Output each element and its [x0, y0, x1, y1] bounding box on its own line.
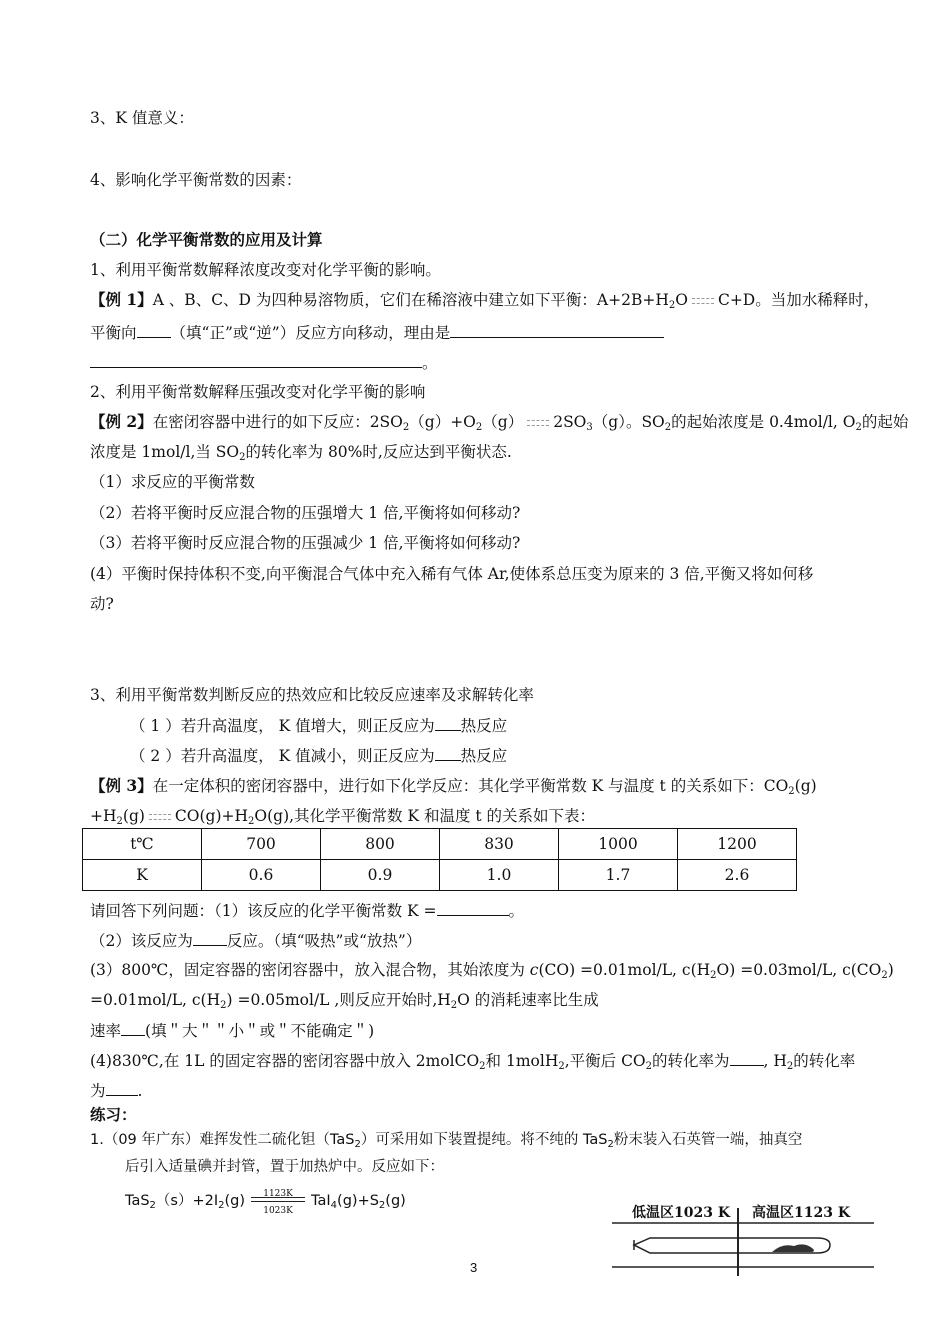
- answer-blank[interactable]: [90, 352, 422, 368]
- table-cell: 830: [440, 829, 559, 860]
- example-2-text: 浓度是 1mol/l,当 SO: [90, 443, 240, 461]
- subscript: 2: [645, 1061, 653, 1072]
- example-1-text: 。: [422, 354, 438, 372]
- table-cell: 1.0: [440, 860, 559, 891]
- answer-blank[interactable]: [106, 1080, 138, 1096]
- arrow-line: [251, 1197, 305, 1198]
- answer-blank[interactable]: [193, 930, 227, 946]
- table-cell: 1200: [678, 829, 797, 860]
- arrow-top-label: 1123K: [263, 1189, 293, 1199]
- section-title: （二）化学平衡常数的应用及计算: [90, 230, 323, 249]
- answer-blank[interactable]: [450, 322, 664, 338]
- quartz-tube-apparatus: [612, 1200, 880, 1278]
- example-3-text: +H: [90, 807, 117, 825]
- example-1-line-2: [90, 322, 664, 343]
- equilibrium-arrow-icon: [527, 418, 549, 428]
- question-text: (4)830℃,在 1L 的固定容器的密闭容器中放入 2molCO: [90, 1052, 480, 1070]
- table-header-cell: K: [83, 860, 202, 891]
- subscript: 2: [378, 1200, 386, 1211]
- table-row: [83, 860, 797, 891]
- answer-blank[interactable]: [730, 1050, 764, 1066]
- example-3-q1: [90, 900, 524, 921]
- example-1-text: （填“正”或“逆”）反应方向移动，理由是: [170, 324, 451, 342]
- answer-blank[interactable]: [435, 745, 461, 761]
- question-text: 的转化率: [793, 1052, 856, 1070]
- example-2-text: 在密闭容器中进行的如下反应：2SO: [152, 413, 403, 431]
- question-text: =0.01mol/L, c(H: [90, 991, 221, 1009]
- subscript: 2: [149, 1200, 156, 1211]
- example-2-text: 2SO: [553, 413, 587, 431]
- answer-blank[interactable]: [437, 900, 509, 916]
- subscript: 2: [710, 970, 717, 981]
- table-cell: 0.9: [321, 860, 440, 891]
- practice-text: 粉末装入石英管一端，抽真空: [613, 1132, 803, 1148]
- table-header-cell: t℃: [83, 829, 202, 860]
- example-2-q4-line-2: 动?: [90, 595, 114, 613]
- table-cell: 800: [321, 829, 440, 860]
- practice-1-line-2: 后引入适量碘并封管，置于加热炉中。反应如下：: [125, 1159, 444, 1175]
- question-text: 请回答下列问题：（1）该反应的化学平衡常数 K =: [90, 902, 437, 920]
- example-2-q1: （1）求反应的平衡常数: [90, 473, 255, 491]
- low-temp-zone-label: 低温区1023 K: [632, 1205, 731, 1221]
- example-3-q3-line-3: [90, 1020, 374, 1041]
- answer-blank[interactable]: [121, 1020, 145, 1036]
- example-3-text: (g): [794, 777, 817, 795]
- answer-blank[interactable]: [435, 715, 461, 731]
- example-2-q4-line-1: (4）平衡时保持体积不变,向平衡混合气体中充入稀有气体 Ar,使体系总压变为原来的 3 倍,平衡又将如何移: [90, 565, 814, 583]
- application-3-q1: [130, 715, 507, 736]
- table-row: [83, 829, 797, 860]
- question-text: (CO) =0.01mol/L, c(H: [538, 961, 711, 979]
- table-cell: 0.6: [202, 860, 321, 891]
- subscript: 2: [607, 1139, 614, 1150]
- subscript: 2: [475, 422, 483, 433]
- example-3-q4-line-2: [90, 1080, 142, 1101]
- tube-diagram: [612, 1200, 880, 1278]
- high-temp-zone-label: 高温区1123 K: [752, 1205, 851, 1221]
- table-cell: 700: [202, 829, 321, 860]
- question-text: 为: [90, 1082, 106, 1100]
- k-meaning-line: 3、K 值意义：: [90, 109, 194, 127]
- k-factors-line: 4、影响化学平衡常数的因素：: [90, 171, 302, 189]
- page-number: 3: [470, 1260, 478, 1275]
- table-cell: 1.7: [559, 860, 678, 891]
- subscript: 2: [116, 816, 123, 827]
- subscript: 2: [558, 1061, 565, 1072]
- subscript: 2: [664, 422, 672, 433]
- example-3-text: O(g),其化学平衡常数 K 和温度 t 的关系如下表：: [254, 807, 596, 825]
- question-text: （ 1 ）若升高温度， K 值增大，则正反应为: [130, 717, 435, 735]
- question-text: O 的消耗速率比生成: [457, 991, 599, 1009]
- example-1-text: 平衡向: [90, 324, 137, 342]
- example-3-text: CO(g)+H: [174, 807, 249, 825]
- example-3-line-1: [90, 776, 817, 796]
- question-text: O) =0.03mol/L, c(CO: [716, 961, 882, 979]
- question-text: 热反应: [460, 717, 508, 735]
- subscript: 2: [786, 1061, 794, 1072]
- example-3-text: (g): [122, 807, 145, 825]
- arrow-bottom-label: 1023K: [263, 1206, 293, 1216]
- example-3-q3-line-1: [90, 960, 894, 980]
- practice-1-equation: [125, 1189, 406, 1216]
- subscript: 2: [668, 300, 676, 311]
- subscript: 2: [479, 1061, 486, 1072]
- k-temperature-table: [82, 828, 797, 891]
- question-text: .: [137, 1082, 143, 1100]
- question-text: 。: [508, 902, 525, 920]
- equilibrium-arrow-icon: [692, 296, 714, 306]
- application-1: 1、利用平衡常数解释浓度改变对化学平衡的影响。: [90, 261, 441, 279]
- example-3-tag: 【例 3】: [90, 776, 153, 795]
- question-text: ): [887, 961, 894, 979]
- question-text: （ 2 ）若升高温度， K 值减小，则正反应为: [130, 747, 435, 765]
- example-1-text: A 、B、C、D 为四种易溶物质，它们在稀溶液中建立如下平衡：A+2B+H: [152, 291, 669, 309]
- subscript: 2: [218, 1200, 225, 1211]
- example-2-line-1: [90, 412, 908, 432]
- example-1-text: C+D。当加水稀释时，: [717, 291, 880, 309]
- table-cell: 2.6: [678, 860, 797, 891]
- subscript: 2: [248, 816, 255, 827]
- example-2-tag: 【例 2】: [90, 412, 153, 431]
- question-text: (3）800℃，固定容器的密闭容器中，放入混合物，其始浓度为: [90, 961, 530, 979]
- question-text: , H: [763, 1052, 787, 1070]
- question-text: 速率: [90, 1022, 122, 1040]
- application-3: 3、利用平衡常数判断反应的热效应和比较反应速率及求解转化率: [90, 686, 534, 704]
- reversible-arrow-icon: [249, 1189, 307, 1216]
- table-cell: 1000: [559, 829, 678, 860]
- example-3-text: 在一定体积的密闭容器中，进行如下化学反应：其化学平衡常数 K 与温度 t 的关系如下：CO: [152, 777, 789, 795]
- question-text: 热反应: [460, 747, 508, 765]
- question-text: c: [529, 961, 539, 979]
- example-2-text: 的起始浓度是 0.4mol/l, O: [671, 413, 856, 431]
- practice-text: ）可采用如下装置提纯。将不纯的 TaS: [360, 1132, 608, 1148]
- example-2-line-2: [90, 442, 512, 462]
- example-2-text: （g）: [482, 413, 524, 431]
- question-text: 反应。（填“吸热”或“放热”）: [226, 932, 422, 950]
- question-text: （2）该反应为: [90, 932, 193, 950]
- example-1-tag: 【例 1】: [90, 290, 153, 309]
- practice-title: 练习：: [90, 1105, 137, 1124]
- question-text: ,平衡后 CO: [564, 1052, 646, 1070]
- subscript: 2: [220, 1000, 227, 1011]
- example-1-text: O: [675, 291, 688, 309]
- subscript: 3: [586, 422, 593, 433]
- question-text: 和 1molH: [485, 1052, 559, 1070]
- subscript: 4: [330, 1200, 338, 1211]
- equation-text: (g): [224, 1193, 246, 1209]
- subscript: 2: [402, 422, 410, 433]
- subscript: 2: [239, 452, 246, 463]
- equation-text: (g): [385, 1193, 406, 1209]
- example-3-q2: [90, 930, 421, 951]
- example-3-line-2: [90, 806, 595, 826]
- example-3-q4-line-1: [90, 1050, 855, 1071]
- example-2-text: 的转化率为 80%时,反应达到平衡状态.: [245, 443, 512, 461]
- subscript: 2: [450, 1000, 458, 1011]
- subscript: 2: [881, 970, 888, 981]
- example-1-line-1: [90, 290, 879, 310]
- example-2-q3: （3）若将平衡时反应混合物的压强减少 1 倍,平衡将如何移动?: [90, 534, 521, 552]
- question-text: (填＂大＂＂小＂或＂不能确定＂): [145, 1022, 375, 1040]
- subscript: 2: [855, 422, 862, 433]
- equation-text: TaS: [125, 1193, 150, 1209]
- example-1-line-3: [90, 352, 438, 373]
- question-text: ) =0.05mol/L ,则反应开始时,H: [226, 991, 451, 1009]
- equation-text: TaI: [311, 1193, 331, 1209]
- application-3-q2: [130, 745, 507, 766]
- example-2-q2: （2）若将平衡时反应混合物的压强增大 1 倍,平衡将如何移动?: [90, 504, 521, 522]
- subscript: 2: [788, 786, 795, 797]
- practice-text: 1.（09 年广东）难挥发性二硫化钽（TaS: [90, 1132, 355, 1148]
- practice-1-line-1: [90, 1130, 802, 1150]
- example-3-q3-line-2: [90, 990, 599, 1010]
- equation-text: （s）+2I: [155, 1193, 219, 1209]
- example-2-text: （g）。SO: [592, 413, 665, 431]
- example-2-text: （g）+O: [409, 413, 476, 431]
- subscript: 2: [354, 1139, 361, 1150]
- equation-text: (g)+S: [337, 1193, 379, 1209]
- equilibrium-arrow-icon: [149, 812, 171, 822]
- application-2: 2、利用平衡常数解释压强改变对化学平衡的影响: [90, 383, 426, 401]
- question-text: 的转化率为: [652, 1052, 730, 1070]
- answer-blank[interactable]: [137, 322, 171, 338]
- example-2-text: 的起始: [861, 413, 909, 431]
